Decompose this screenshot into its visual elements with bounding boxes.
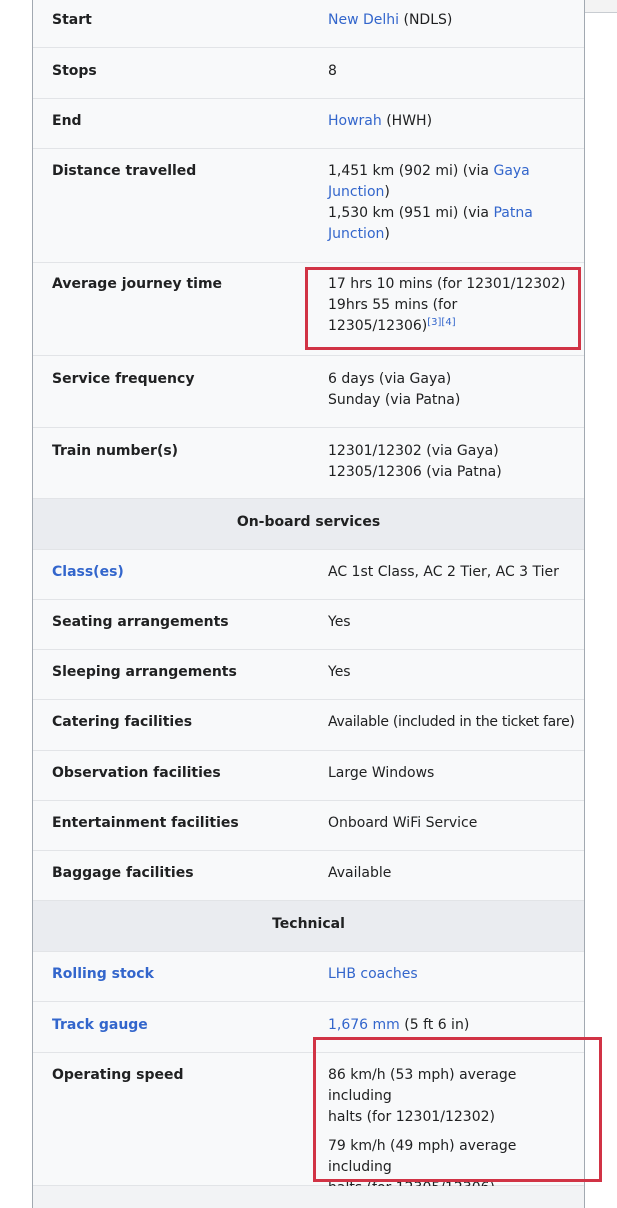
label-observation: Observation facilities <box>52 765 221 781</box>
highlight-box-journey-time <box>305 267 581 350</box>
label-train-numbers: Train number(s) <box>52 443 179 459</box>
row-start <box>33 0 584 48</box>
value-start <box>328 10 578 31</box>
link-gaya-junction[interactable]: Gaya Junction <box>328 163 530 200</box>
onboard-services-heading: On-board services <box>236 514 381 530</box>
row-frequency <box>33 356 584 428</box>
highlight-box-operating-speed <box>313 1037 602 1182</box>
row-classes <box>33 550 584 600</box>
label-start: Start <box>52 12 92 28</box>
value-observation: Large Windows <box>328 765 435 781</box>
row-next-partial <box>33 1186 584 1208</box>
link-howrah[interactable]: Howrah <box>328 113 382 129</box>
end-code: (HWH) <box>381 113 433 129</box>
label-journey-time: Average journey time <box>52 276 223 292</box>
speed-2-line-1: 79 km/h (49 mph) average including <box>328 1138 517 1175</box>
technical-heading: Technical <box>272 916 345 932</box>
infobox-table <box>32 0 585 1208</box>
label-catering: Catering facilities <box>52 714 193 730</box>
start-code: (NDLS) <box>399 12 453 28</box>
distance-2-close: ) <box>384 226 390 242</box>
label-seating: Seating arrangements <box>52 614 229 630</box>
value-end <box>328 111 578 132</box>
label-stops: Stops <box>52 63 97 79</box>
row-distance <box>33 149 584 263</box>
label-entertainment: Entertainment facilities <box>52 815 239 831</box>
row-catering <box>33 700 584 751</box>
value-train-numbers <box>328 441 578 483</box>
link-new-delhi[interactable]: New Delhi <box>328 12 400 28</box>
label-baggage: Baggage facilities <box>52 865 194 881</box>
row-rolling-stock <box>33 952 584 1002</box>
distance-2-text: 1,530 km (951 mi) (via <box>328 205 494 221</box>
label-operating-speed: Operating speed <box>52 1067 184 1083</box>
row-baggage <box>33 851 584 901</box>
distance-1-text: 1,451 km (902 mi) (via <box>328 163 494 179</box>
train-number-line-2: 12305/12306 (via Patna) <box>328 464 502 480</box>
link-patna-junction[interactable]: Patna Junction <box>328 205 533 242</box>
train-number-line-1: 12301/12302 (via Gaya) <box>328 443 499 459</box>
label-frequency: Service frequency <box>52 371 195 387</box>
value-track-gauge <box>328 1015 578 1036</box>
label-classes <box>52 562 124 583</box>
row-stops <box>33 48 584 99</box>
frequency-line-2: Sunday (via Patna) <box>328 392 461 408</box>
journey-line-2: 19hrs 55 mins (for <box>328 297 458 313</box>
journey-line-3-text: 12305/12306) <box>328 318 428 334</box>
label-track-gauge <box>52 1015 148 1036</box>
distance-line-1 <box>328 161 538 203</box>
link-gauge-size[interactable]: 1,676 mm <box>328 1017 400 1033</box>
row-end <box>33 99 584 149</box>
value-rolling-stock <box>328 964 578 985</box>
section-header-technical <box>33 901 584 952</box>
row-train-numbers <box>33 428 584 499</box>
frequency-line-1: 6 days (via Gaya) <box>328 371 452 387</box>
value-frequency <box>328 369 578 411</box>
speed-1-line-1: 86 km/h (53 mph) average including <box>328 1067 517 1104</box>
reference-links[interactable]: [3][4] <box>427 317 456 328</box>
value-stops: 8 <box>328 63 337 79</box>
row-sleeping <box>33 650 584 700</box>
row-entertainment <box>33 801 584 851</box>
link-rolling-stock[interactable]: Rolling stock <box>52 966 154 982</box>
value-seating: Yes <box>328 614 351 630</box>
link-lhb-coaches[interactable]: LHB coaches <box>328 966 418 982</box>
label-end: End <box>52 113 82 129</box>
value-baggage: Available <box>328 865 392 881</box>
label-distance: Distance travelled <box>52 163 197 179</box>
value-classes: AC 1st Class, AC 2 Tier, AC 3 Tier <box>328 564 559 580</box>
speed-1-line-2: halts (for 12301/12302) <box>328 1109 495 1125</box>
journey-line-1: 17 hrs 10 mins (for 12301/12302) <box>328 276 566 292</box>
gauge-imperial: (5 ft 6 in) <box>399 1017 470 1033</box>
value-sleeping: Yes <box>328 664 351 680</box>
value-catering: Available (included in the ticket fare) <box>328 714 575 730</box>
distance-1-close: ) <box>384 184 390 200</box>
label-sleeping: Sleeping arrangements <box>52 664 237 680</box>
section-header-onboard <box>33 499 584 550</box>
value-distance <box>328 161 538 245</box>
value-entertainment: Onboard WiFi Service <box>328 815 478 831</box>
distance-line-2 <box>328 203 538 245</box>
row-seating <box>33 600 584 650</box>
row-observation <box>33 751 584 801</box>
link-track-gauge[interactable]: Track gauge <box>52 1017 148 1033</box>
label-rolling-stock <box>52 964 154 985</box>
link-classes[interactable]: Class(es) <box>52 564 124 580</box>
